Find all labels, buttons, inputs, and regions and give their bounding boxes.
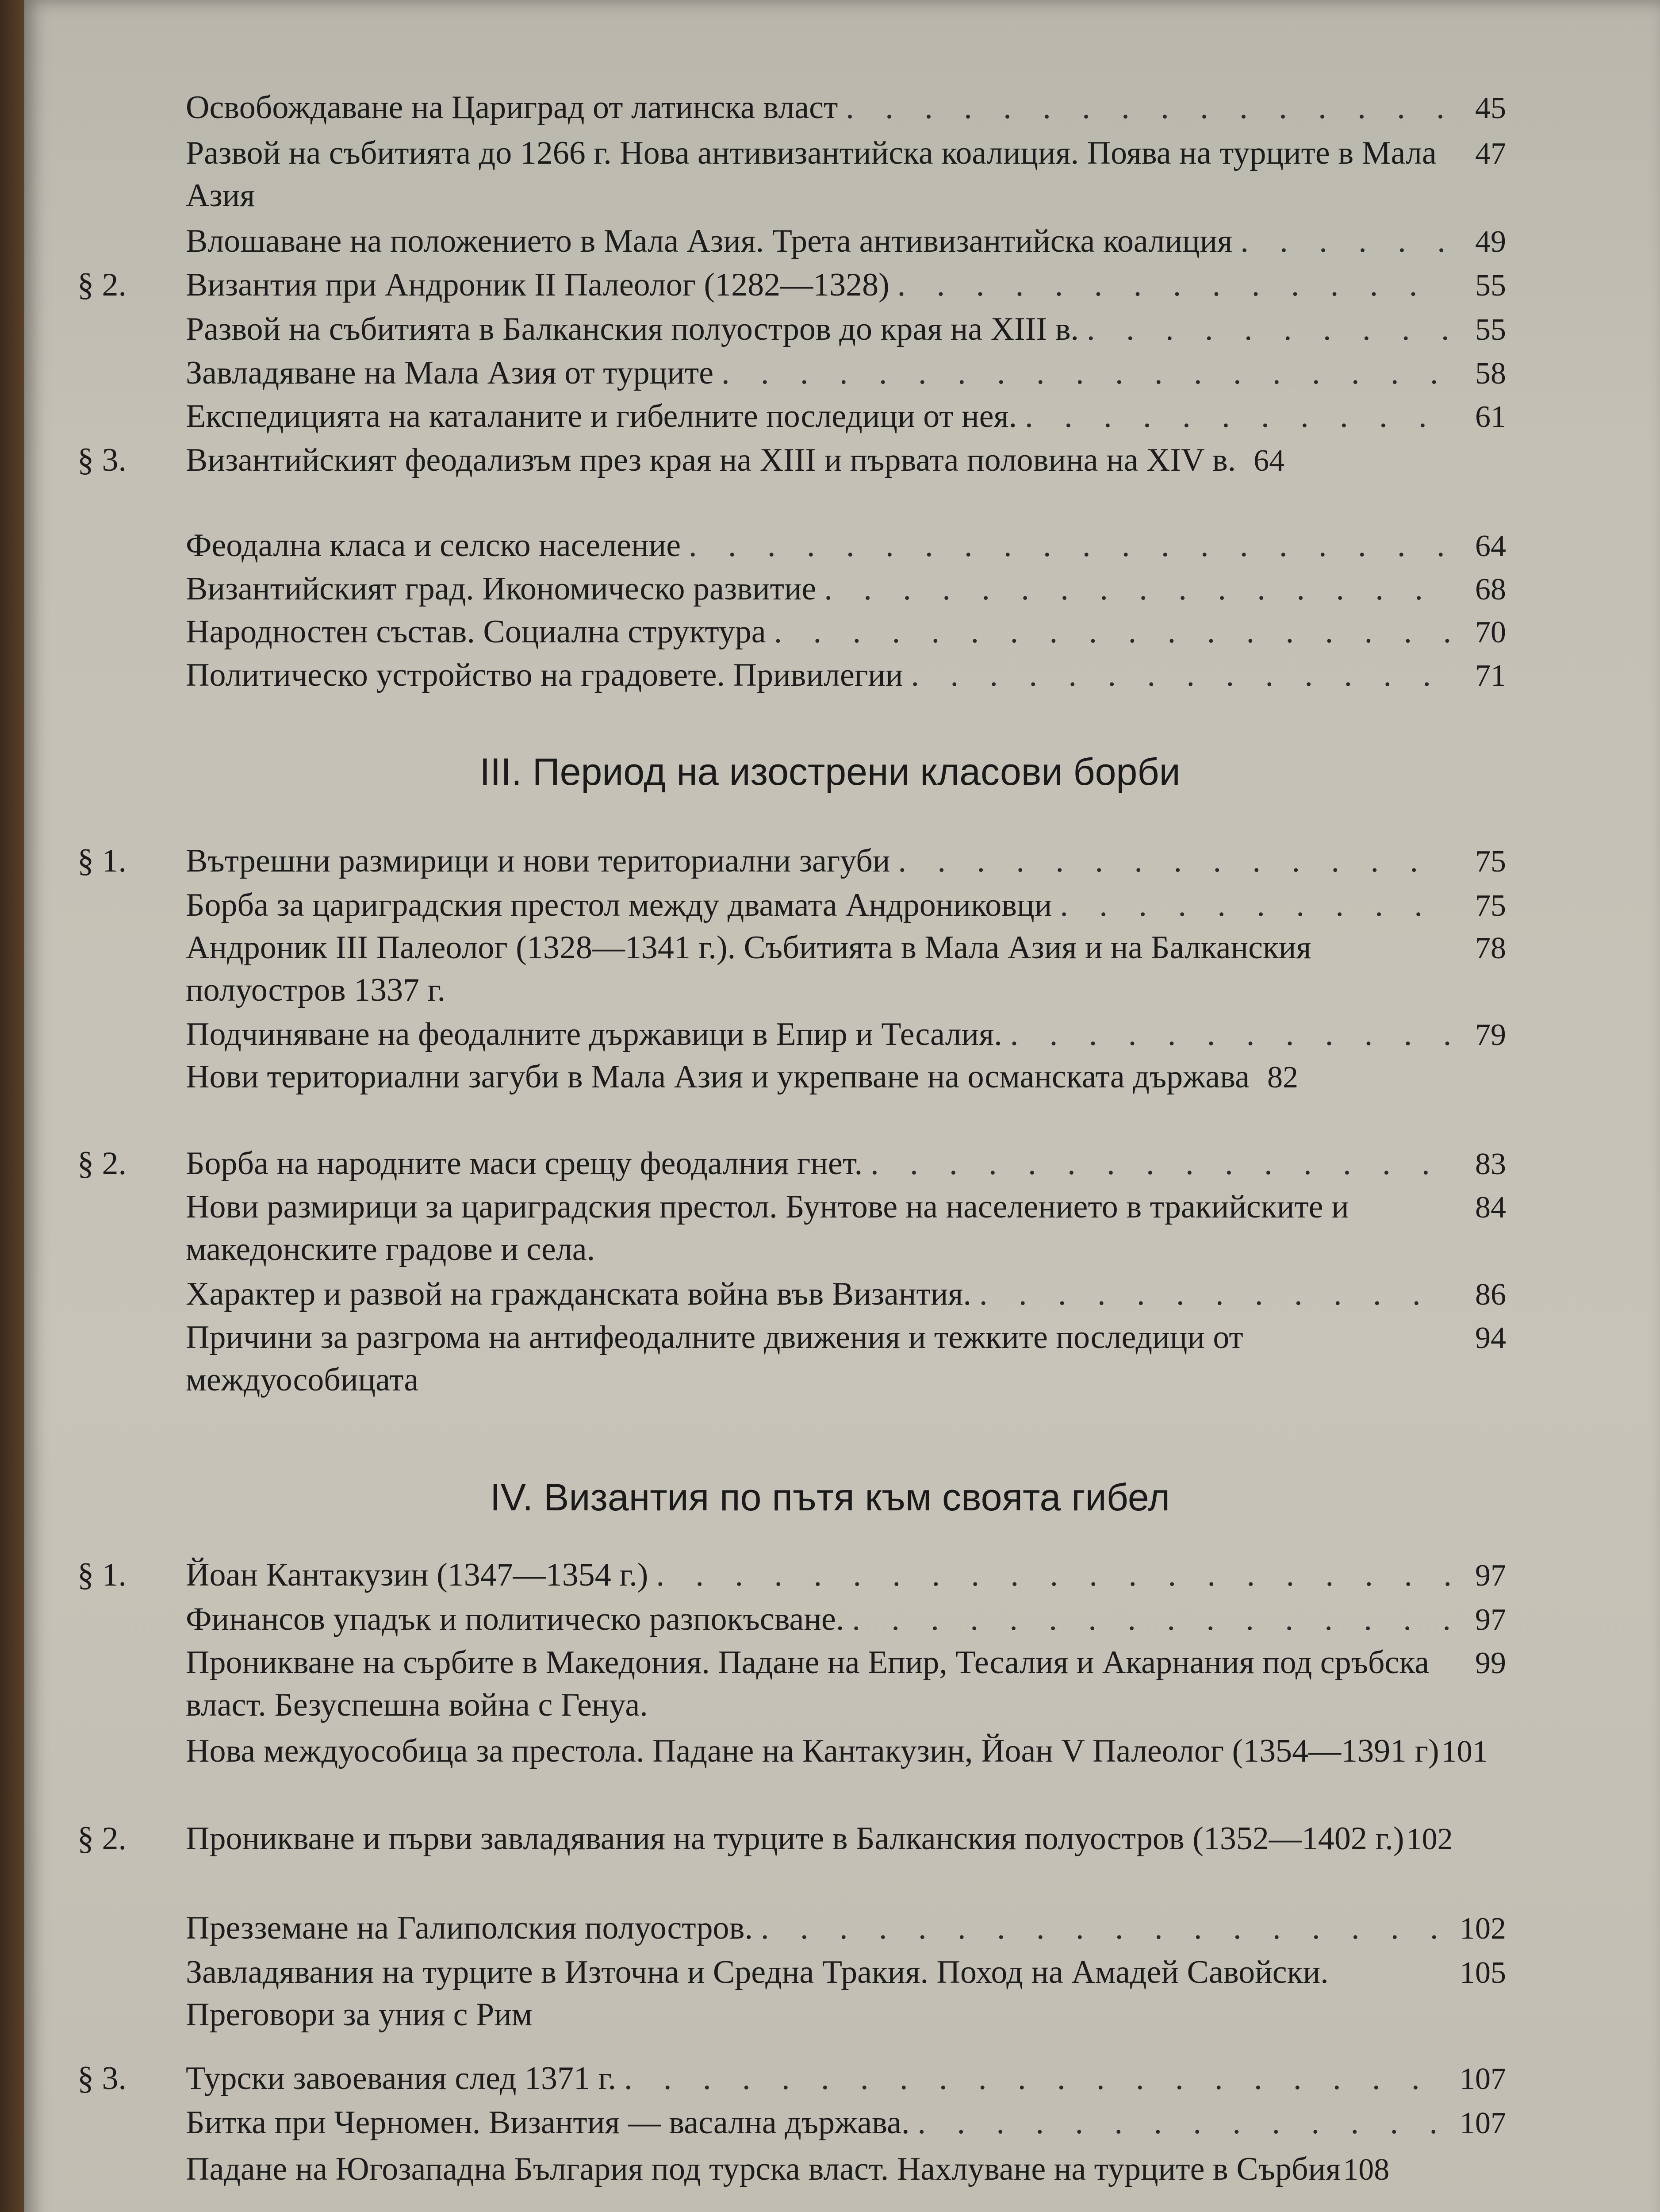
toc-entry-page: 86 <box>1475 1278 1506 1312</box>
toc-entry <box>77 1013 1506 1056</box>
toc-entry-page: 105 <box>1460 1956 1506 1990</box>
toc-entry <box>77 884 1506 927</box>
toc-entry-page: 84 <box>1475 1190 1506 1225</box>
toc-entry <box>77 352 1506 395</box>
toc-entry-page: 68 <box>1475 572 1506 607</box>
leader-dots <box>761 1907 1449 1949</box>
leader-dots <box>774 611 1449 653</box>
section-number: § 3. <box>77 2060 127 2097</box>
section-number: § 1. <box>77 843 127 879</box>
toc-entry <box>77 2057 1506 2101</box>
toc-entry-title: Завладявания на турците в Източна и Средна Тракия. Поход на Амадей Савойски. Преговори за уния с Рим <box>186 1954 1329 2033</box>
toc-entry <box>77 1907 1506 1950</box>
toc-entry-title: Народностен състав. Социална структура <box>186 614 766 650</box>
toc-entry <box>77 264 1506 307</box>
toc-entry-title: Йоан Кантакузин (1347—1354 г.) <box>186 1557 648 1593</box>
toc-entry <box>77 1186 1506 1271</box>
toc-entry <box>77 1056 1506 1099</box>
toc-entry-page: 55 <box>1475 313 1506 347</box>
toc-entry-page: 102 <box>1406 1822 1453 1856</box>
toc-entry <box>77 395 1506 438</box>
toc-entry-title: Проникване на сърбите в Македония. Падане на Епир, Тесалия и Акарнания под сръбска власт. Безуспешна война с Генуа. <box>186 1644 1430 1723</box>
toc-entry-title: Борба за цариградския престол между двамата Андрониковци <box>186 887 1052 923</box>
toc-entry <box>77 2101 1506 2145</box>
toc-entry-page: 102 <box>1460 1912 1506 1946</box>
toc-entry-title: Падане на Югозападна България под турска власт. Нахлуване на турците в Сърбия <box>186 2151 1341 2187</box>
toc-entry-page: 97 <box>1475 1559 1506 1593</box>
toc-entry-title: Нови териториални загуби в Мала Азия и укрепване на османската държава <box>186 1059 1250 1095</box>
toc-entry-page: 58 <box>1475 357 1506 391</box>
toc-entry-page: 107 <box>1460 2106 1506 2140</box>
toc-entry <box>77 840 1506 883</box>
leader-dots <box>979 1273 1449 1315</box>
leader-dots <box>689 524 1449 567</box>
leader-dots <box>852 1598 1449 1640</box>
toc-entry <box>77 1598 1506 1641</box>
toc-entry-title: Битка при Черномен. Византия — васална държава. <box>186 2104 910 2141</box>
leader-dots <box>1025 395 1449 438</box>
toc-entry-title: Политическо устройство на градовете. Привилегии <box>186 657 903 693</box>
toc-entry-title: Подчиняване на феодалните държавици в Епир и Тесалия. <box>186 1016 1002 1052</box>
toc-entry-title: Финансов упадък и политическо разпокъсване. <box>186 1601 844 1637</box>
toc-entry-page: 45 <box>1475 91 1506 125</box>
toc-entry-page: 64 <box>1254 444 1285 478</box>
part-heading: IV. Византия по пътя към своята гибел <box>490 1476 1170 1519</box>
toc-entry-page: 99 <box>1475 1646 1506 1680</box>
toc-entry <box>77 1554 1506 1597</box>
toc-entry-page: 70 <box>1475 615 1506 649</box>
toc-entry-title: Андроник III Палеолог (1328—1341 г.). Събитията в Мала Азия и на Балканския полуостров 1337 г. <box>186 929 1311 1008</box>
toc-entry <box>77 1316 1506 1401</box>
toc-entry <box>77 568 1506 611</box>
section-number: § 2. <box>77 1820 127 1857</box>
toc-entry-title: Презземане на Галиполския полуостров. <box>186 1910 753 1946</box>
toc-entry-page: 101 <box>1441 1735 1488 1769</box>
toc-entry-title: Завладяване на Мала Азия от турците <box>186 355 714 391</box>
toc-entry-page: 75 <box>1475 889 1506 923</box>
toc-entry-title: Феодална класа и селско население <box>186 527 681 564</box>
toc-entry <box>77 524 1506 568</box>
leader-dots <box>898 840 1449 882</box>
toc-entry-page: 78 <box>1475 931 1506 965</box>
toc-entry <box>77 220 1506 263</box>
toc-entry-title: Борба на народните маси срещу феодалния гнет. <box>186 1145 863 1182</box>
toc-entry-title: Развой на събитията в Балканския полуостров до края на XIII в. <box>186 311 1079 347</box>
leader-dots <box>917 2101 1449 2144</box>
toc-entry <box>77 1273 1506 1316</box>
toc-entry <box>77 86 1506 130</box>
toc-entry-title: Византийският феодализъм през края на XIII и първата половина на XIV в. <box>186 442 1236 478</box>
toc-entry-title: Нови размирици за цариградския престол. Бунтове на населението в тракийските и македонските градове и села. <box>186 1189 1349 1267</box>
toc-entry <box>77 439 1506 482</box>
toc-entry-page: 83 <box>1475 1147 1506 1181</box>
toc-entry <box>77 1817 1506 1861</box>
toc-entry-page: 64 <box>1475 529 1506 563</box>
toc-entry-page: 79 <box>1475 1018 1506 1052</box>
toc-entry-title: Нова междуособица за престола. Падане на Кантакузин, Йоан V Палеолог (1354—1391 г) <box>186 1733 1439 1769</box>
toc-entry-title: Турски завоевания след 1371 г. <box>186 2060 617 2097</box>
toc-entry-title: Византийският град. Икономическо развитие <box>186 571 817 607</box>
toc-entry-page: 97 <box>1475 1603 1506 1637</box>
toc-entry <box>77 926 1506 1011</box>
toc-entry <box>77 308 1506 351</box>
toc-entry-title: Освобождаване на Цариград от латинска власт <box>186 89 838 126</box>
leader-dots <box>824 568 1449 610</box>
leader-dots <box>1060 884 1449 926</box>
section-number: § 1. <box>77 1557 127 1593</box>
toc-entry <box>77 1951 1506 2036</box>
toc-entry <box>77 2148 1506 2191</box>
leader-dots <box>721 352 1449 394</box>
section-number: § 2. <box>77 1145 127 1182</box>
toc-entry <box>77 611 1506 654</box>
leader-dots <box>1010 1013 1449 1056</box>
toc-entry <box>77 132 1506 217</box>
leader-dots <box>624 2057 1449 2100</box>
toc-entry-page: 108 <box>1343 2153 1390 2187</box>
part-heading: III. Период на изострени класови борби <box>479 751 1181 793</box>
leader-dots <box>911 654 1449 696</box>
toc-entry <box>77 654 1506 697</box>
toc-entry-page: 107 <box>1460 2062 1506 2096</box>
toc-entry-title: Характер и развой на гражданската война във Византия. <box>186 1276 971 1312</box>
toc-entry <box>77 1641 1506 1726</box>
toc-entry-page: 61 <box>1475 400 1506 434</box>
toc-entry-title: Византия при Андроник II Палеолог (1282—1328) <box>186 267 889 303</box>
toc-entry-title: Вътрешни размирици и нови териториални загуби <box>186 843 890 879</box>
toc-entry-page: 49 <box>1475 225 1506 259</box>
leader-dots <box>656 1554 1449 1596</box>
section-number: § 3. <box>77 442 127 478</box>
toc-entry-title: Развой на събитията до 1266 г. Нова антивизантийска коалиция. Поява на турците в Мала Азия <box>186 135 1437 214</box>
toc-entry-title: Експедицията на каталаните и гибелните последици от нея. <box>186 398 1017 434</box>
leader-dots <box>1240 220 1449 262</box>
toc-entry-page: 47 <box>1475 137 1506 171</box>
toc-entry <box>77 1142 1506 1186</box>
toc-entry-page: 94 <box>1475 1321 1506 1355</box>
leader-dots <box>846 86 1449 129</box>
toc-entry <box>77 1730 1506 1773</box>
toc-entry-title: Влошаване на положението в Мала Азия. Трета антивизантийска коалиция <box>186 223 1233 259</box>
toc-entry-page: 82 <box>1267 1060 1298 1094</box>
toc-entry-title: Проникване и първи завладявания на турците в Балканския полуостров (1352—1402 г.) <box>186 1820 1404 1857</box>
toc-entry-title: Причини за разгрома на антифеодалните движения и тежките последици от междуособицата <box>186 1319 1243 1398</box>
leader-dots <box>870 1142 1449 1185</box>
section-number: § 2. <box>77 267 127 303</box>
toc-entry-page: 55 <box>1475 269 1506 303</box>
toc-entry-page: 71 <box>1475 659 1506 693</box>
toc-entry-page: 75 <box>1475 845 1506 879</box>
leader-dots <box>1087 308 1449 350</box>
leader-dots <box>897 264 1449 306</box>
